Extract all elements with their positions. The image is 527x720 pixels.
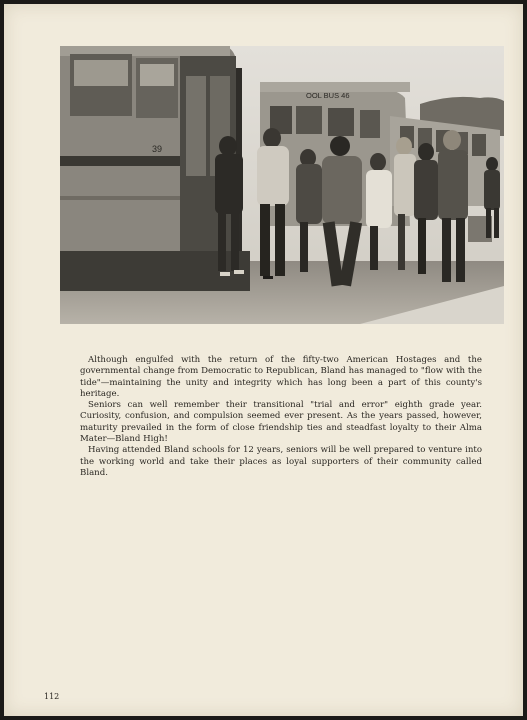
article-body — [80, 355, 482, 479]
paragraph-1: Although engulfed with the return of the fifty-two American Hostages and the governmental change from Democratic to Republican, Bland has managed to "flow with the tide"—maintaining the unity and integrity which has long been a part of this county's heritage. — [80, 355, 482, 399]
page-number: 112 — [44, 692, 60, 701]
yearbook-page — [4, 4, 523, 716]
paragraph-2: Seniors can well remember their transitional "trial and error" eighth grade year. Curiosity, confusion, and compulsion seemed ever present. As the years passed, however, maturity prevailed in the form of close friendship ties and steadfast loyalty to their Alma Mater—Bland High! — [80, 400, 482, 445]
bus-number: 39 — [152, 144, 163, 154]
school-bus-illustration — [60, 46, 504, 324]
paragraph-3: Having attended Bland schools for 12 years, seniors will be well prepared to venture into the working world and take their places as loyal supporters of their community called Bland. — [80, 445, 482, 478]
bus-sign: OOL BUS 46 — [306, 91, 350, 100]
school-bus-photo — [60, 46, 504, 324]
